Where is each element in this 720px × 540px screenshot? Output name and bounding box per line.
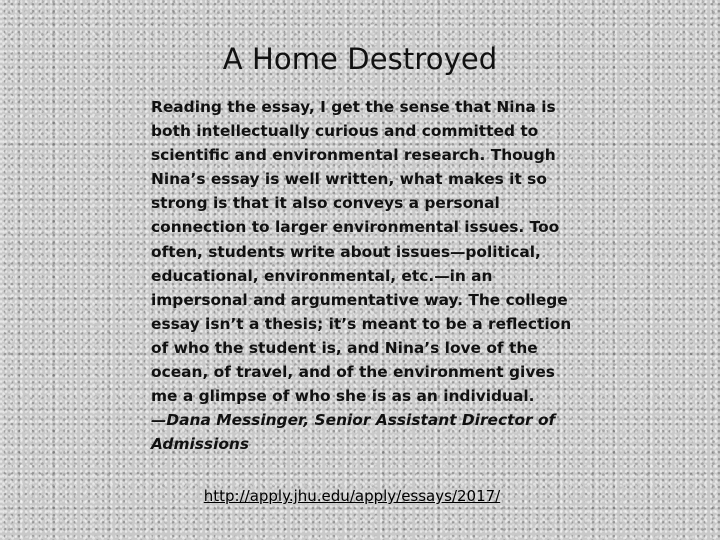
- quote-block: [151, 95, 581, 456]
- source-link[interactable]: http://apply.jhu.edu/apply/essays/2017/: [203, 487, 501, 505]
- slide-title: A Home Destroyed: [222, 42, 498, 76]
- quote-attribution: —Dana Messinger, Senior Assistant Director of Admissions: [151, 411, 556, 454]
- quote-text: Reading the essay, I get the sense that Nina is both intellectually curious and committed to scientific and environmental research. Though Nina’s essay is well written, what makes it so strong is that it also conveys a personal connection to larger environmental issues. Too often, students write about issues—political, educational, environmental, etc.—in an impersonal and argumentative way. The college essay isn’t a thesis; it’s meant to be a reflection of who the student is, and Nina’s love of the ocean, of travel, and of the environment gives me a glimpse of who she is as an individual.: [151, 98, 572, 406]
